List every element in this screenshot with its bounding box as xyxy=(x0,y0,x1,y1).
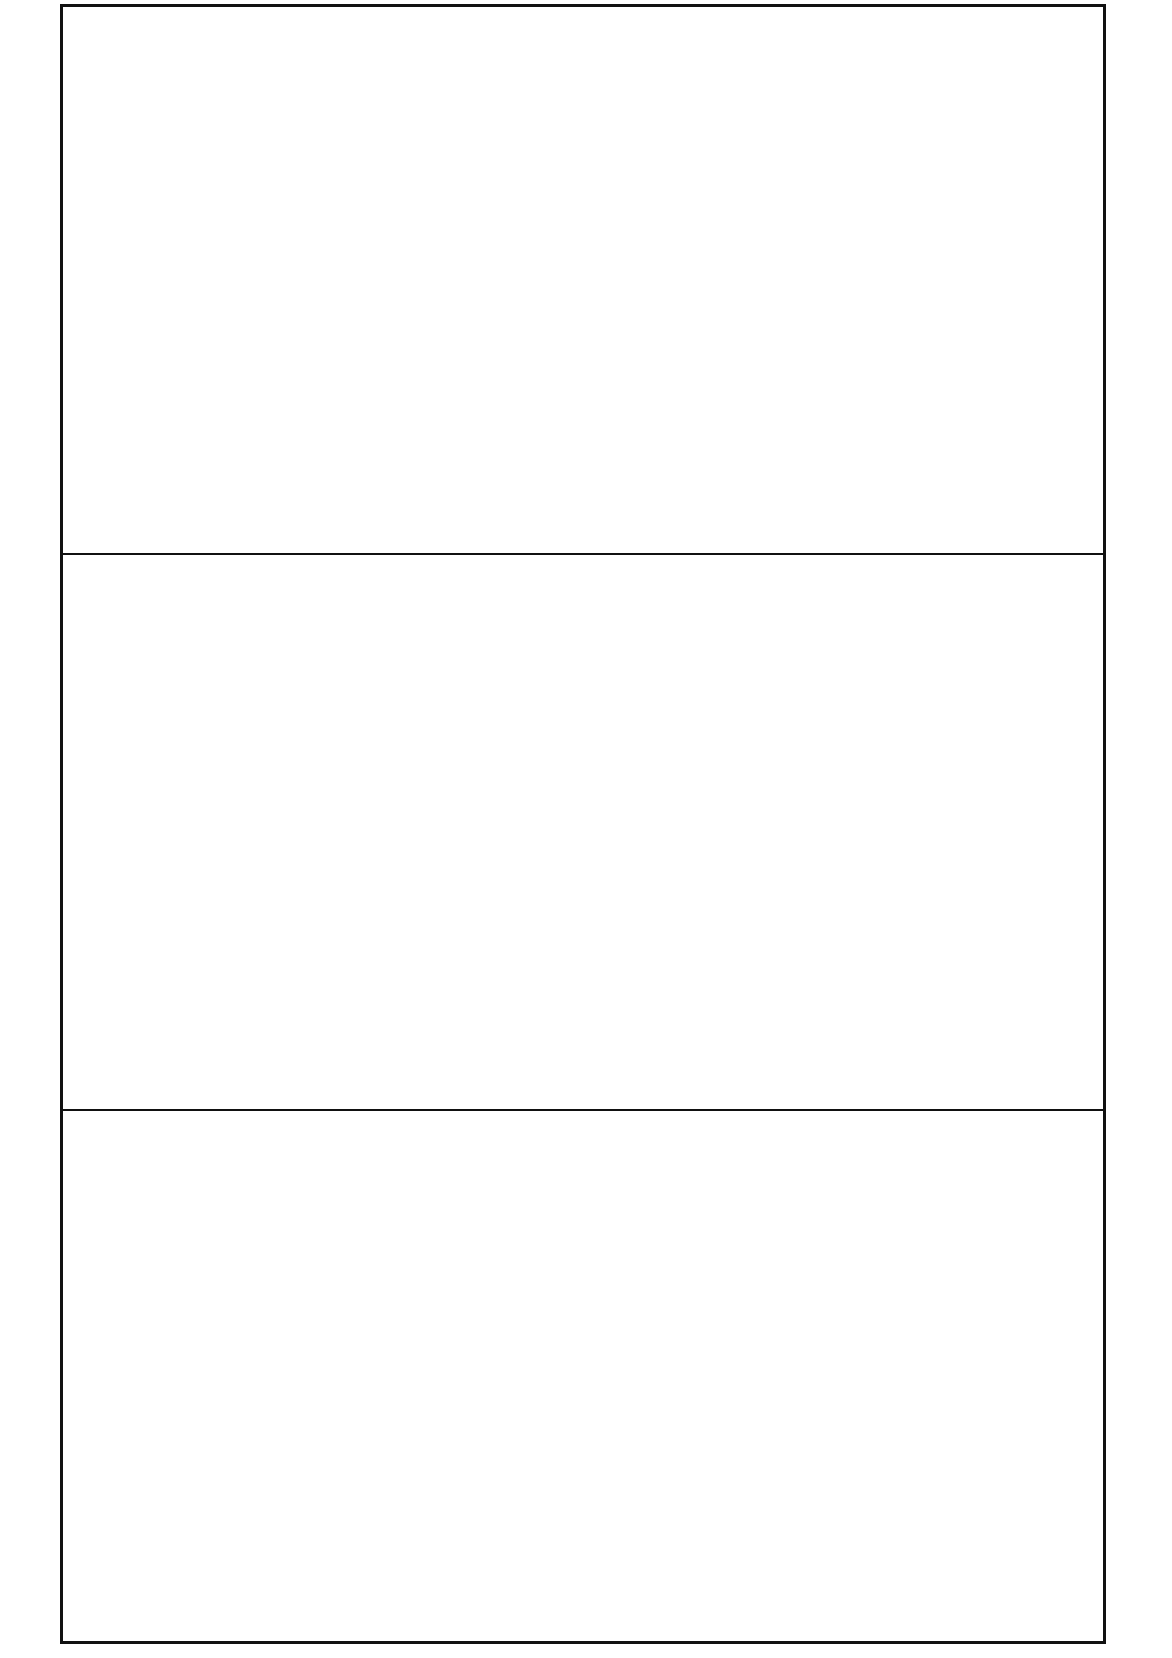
panel-top xyxy=(63,7,1103,553)
panel-bottom xyxy=(63,1109,1103,1641)
panel-middle xyxy=(63,553,1103,1109)
page-frame xyxy=(60,4,1106,1644)
